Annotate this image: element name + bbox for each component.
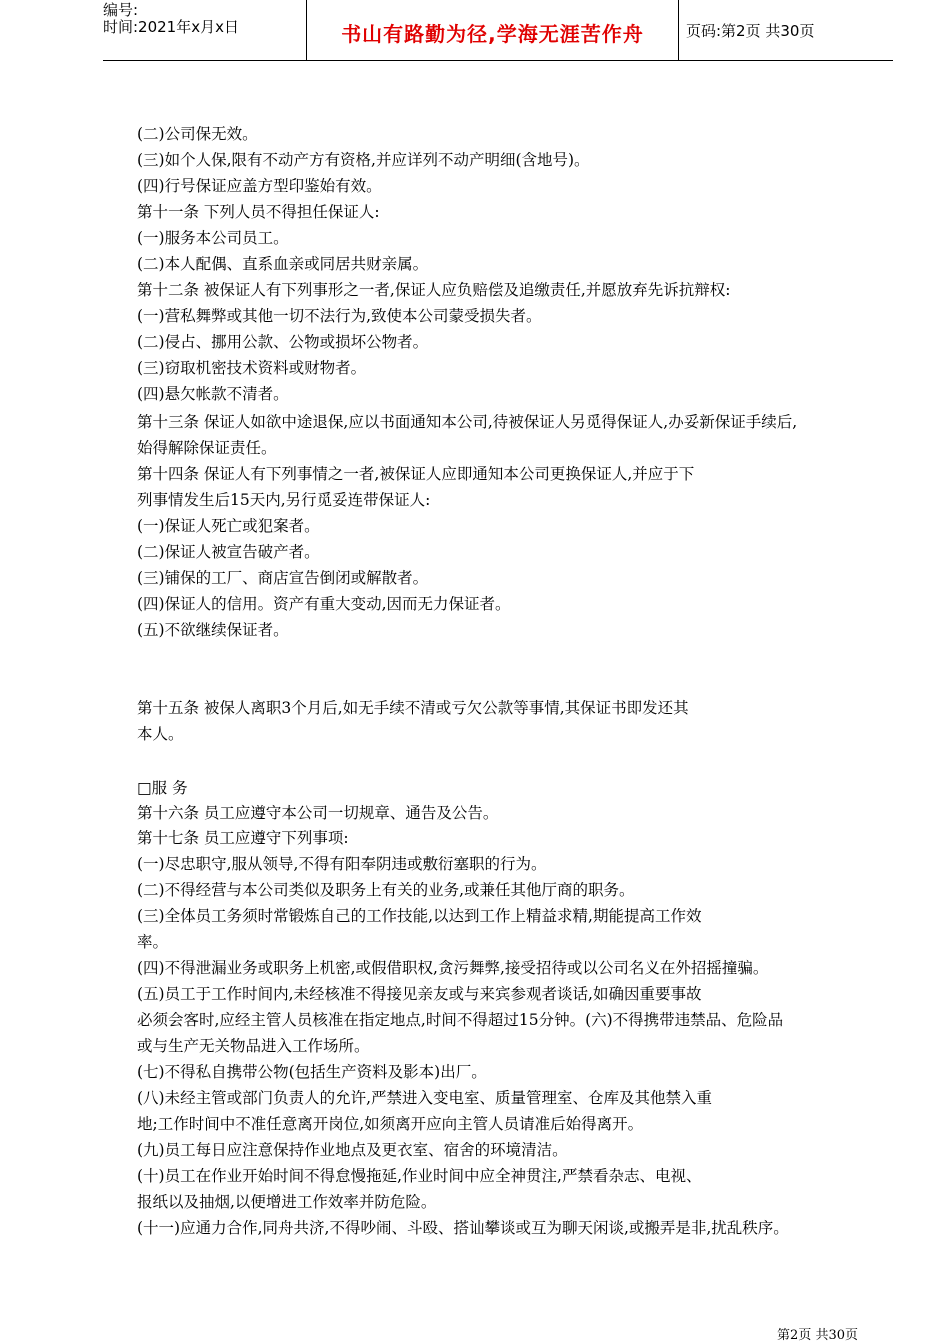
text-line: (四)行号保证应盖方型印鉴始有效。	[137, 177, 382, 195]
page-footer: 第2页 共30页	[777, 1328, 858, 1343]
text-line: (四)不得泄漏业务或职务上机密,或假借职权,贪污舞弊,接受招待或以公司名义在外招摇撞骗。	[137, 959, 769, 977]
text-line: (四)保证人的信用。资产有重大变动,因而无力保证者。	[137, 595, 511, 613]
text-line: (三)如个人保,限有不动产方有资格,并应详列不动产明细(含地号)。	[137, 151, 590, 169]
serial-label: 编号:	[103, 1, 139, 19]
text-line: (三)全体员工务须时常锻炼自己的工作技能,以达到工作上精益求精,期能提高工作效	[137, 907, 702, 925]
text-line: (九)员工每日应注意保持作业地点及更衣室、宿舍的环境清洁。	[137, 1141, 568, 1159]
article-heading: 第十四条 保证人有下列事情之一者,被保证人应即通知本公司更换保证人,并应于下	[137, 465, 695, 483]
text-line: 列事情发生后15天内,另行觅妥连带保证人:	[137, 491, 431, 509]
page-header	[103, 0, 893, 60]
text-line: (一)服务本公司员工。	[137, 229, 289, 247]
text-line: (三)窃取机密技术资料或财物者。	[137, 359, 367, 377]
text-line: (五)员工于工作时间内,未经核准不得接见亲友或与来宾参观者谈话,如确因重要事故	[137, 985, 702, 1003]
article-heading: 第十七条 员工应遵守下列事项:	[137, 829, 349, 847]
article-heading: 第十一条 下列人员不得担任保证人:	[137, 203, 380, 221]
text-line: 率。	[137, 933, 169, 951]
section-heading: □服 务	[137, 779, 188, 797]
article-heading: 第十五条 被保人离职3个月后,如无手续不清或亏欠公款等事情,其保证书即发还其	[137, 699, 689, 717]
header-page-info: 页码:第2页 共30页	[686, 22, 815, 40]
text-line: (一)尽忠职守,服从领导,不得有阳奉阴违或敷衍塞职的行为。	[137, 855, 547, 873]
text-line: (二)不得经营与本公司类似及职务上有关的业务,或兼任其他厅商的职务。	[137, 881, 635, 899]
article-heading: 第十六条 员工应遵守本公司一切规章、通告及公告。	[137, 804, 499, 822]
header-divider	[678, 0, 679, 60]
header-motto: 书山有路勤为径,学海无涯苦作舟	[341, 22, 644, 46]
date-label: 时间:2021年x月x日	[103, 18, 239, 36]
text-line: (一)保证人死亡或犯案者。	[137, 517, 320, 535]
text-line: (三)铺保的工厂、商店宣告倒闭或解散者。	[137, 569, 429, 587]
text-line: 必须会客时,应经主管人员核准在指定地点,时间不得超过15分钟。(六)不得携带违禁品、危险品	[137, 1011, 784, 1029]
text-line: (八)未经主管或部门负责人的允许,严禁进入变电室、质量管理室、仓库及其他禁入重	[137, 1089, 713, 1107]
text-line: (二)侵占、挪用公款、公物或损坏公物者。	[137, 333, 429, 351]
text-line: 或与生产无关物品进入工作场所。	[137, 1037, 370, 1055]
text-line: (五)不欲继续保证者。	[137, 621, 289, 639]
text-line: (一)营私舞弊或其他一切不法行为,致使本公司蒙受损失者。	[137, 307, 542, 325]
text-line: 报纸以及抽烟,以便增进工作效率并防危险。	[137, 1193, 437, 1211]
article-heading: 第十三条 保证人如欲中途退保,应以书面通知本公司,待被保证人另觅得保证人,办妥新保证手续后,	[137, 413, 798, 431]
header-rule	[103, 60, 893, 61]
text-line: (七)不得私自携带公物(包括生产资料及影本)出厂。	[137, 1063, 487, 1081]
text-line: (二)保证人被宣告破产者。	[137, 543, 320, 561]
text-line: (十)员工在作业开始时间不得怠慢拖延,作业时间中应全神贯注,严禁看杂志、电视、	[137, 1167, 702, 1185]
header-meta	[103, 2, 303, 36]
text-line: 地;工作时间中不准任意离开岗位,如须离开应向主管人员请准后始得离开。	[137, 1115, 644, 1133]
text-line: (十一)应通力合作,同舟共济,不得吵闹、斗殴、搭讪攀谈或互为聊天闲谈,或搬弄是非,扰乱秩序。	[137, 1219, 789, 1237]
article-heading: 第十二条 被保证人有下列事形之一者,保证人应负赔偿及追缴责任,并愿放弃先诉抗辩权:	[137, 281, 731, 299]
text-line: (二)本人配偶、直系血亲或同居共财亲属。	[137, 255, 429, 273]
text-line: 始得解除保证责任。	[137, 439, 277, 457]
text-line: 本人。	[137, 725, 184, 743]
text-line: (二)公司保无效。	[137, 125, 258, 143]
text-line: (四)悬欠帐款不清者。	[137, 385, 289, 403]
